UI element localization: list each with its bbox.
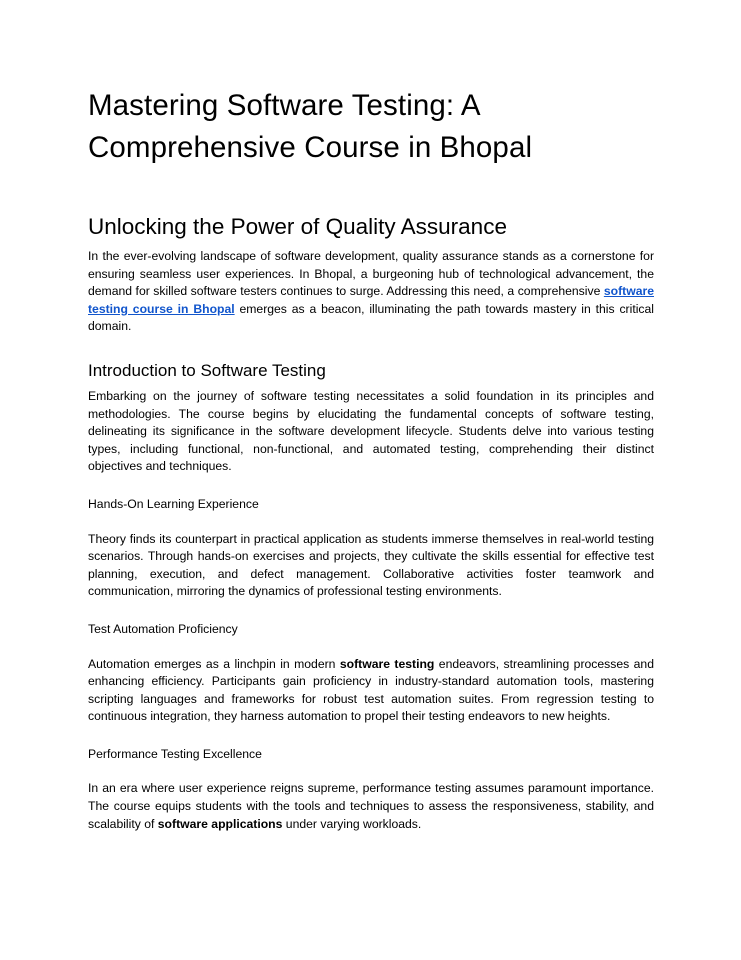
intro-text-before-link: In the ever-evolving landscape of software development, quality assurance stands as a cornerstone for ensuring seamless user experiences. In Bhopal, a burgeoning hub of technological advancement, the demand for skilled software testers continues to surge. Addressing this need, a comprehensive — [88, 249, 654, 299]
automation-text-before-bold: Automation emerges as a linchpin in modern — [88, 656, 340, 671]
automation-bold-text: software testing — [339, 656, 435, 671]
automation-text-after-bold: endeavors, streamlining processes and enhancing efficiency. Participants gain proficiency in industry-standard automation tools, mastering scripting languages and frameworks for robust test automation suites. From regression testing to continuous integration, they harness automation to propel their testing endeavors to new heights. — [88, 656, 654, 724]
hands-on-heading: Hands-On Learning Experience — [88, 496, 259, 511]
hands-on-paragraph: Theory finds its counterpart in practical application as students immerse themselves in real-world testing scenarios. Through hands-on exercises and projects, they cultivate the skills essential for effective test planning, execution, and defect management. Collaborative activities foster teamwork and communication, mirroring the dynamics of professional testing environments. — [88, 531, 654, 599]
performance-text-before-bold: In an era where user experience reigns supreme, performance testing assumes paramount importance. The course equips students with the tools and techniques to assess the responsiveness, stability, and scalability of — [88, 781, 654, 831]
introduction-heading: Introduction to Software Testing — [88, 360, 326, 380]
performance-text-after-bold: under varying workloads. — [282, 816, 422, 831]
section-heading: Unlocking the Power of Quality Assurance — [88, 214, 507, 239]
intro-text-after-link: emerges as a beacon, illuminating the path towards mastery in this critical domain. — [88, 301, 654, 334]
performance-heading: Performance Testing Excellence — [88, 746, 262, 761]
intro-paragraph — [88, 248, 654, 336]
automation-paragraph — [88, 656, 654, 726]
introduction-paragraph: Embarking on the journey of software testing necessitates a solid foundation in its principles and methodologies. The course begins by elucidating the fundamental concepts of software testing, delineating its significance in the software development lifecycle. Students delve into various testing types, including functional, non-functional, and automated testing, comprehending their distinct objectives and techniques. — [88, 388, 654, 474]
automation-heading: Test Automation Proficiency — [88, 621, 238, 636]
course-link[interactable]: software testing course in Bhopal — [88, 284, 654, 316]
performance-paragraph — [88, 780, 654, 833]
page-title: Mastering Software Testing: A Comprehensive Course in Bhopal — [88, 89, 533, 164]
performance-bold-text: software applications — [157, 816, 283, 831]
